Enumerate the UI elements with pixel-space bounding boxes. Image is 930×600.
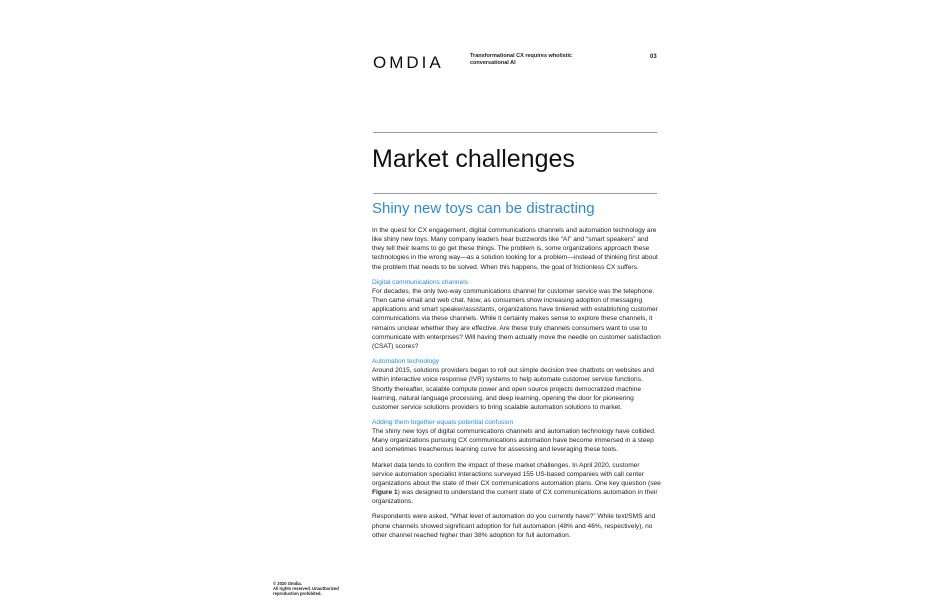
- market-data-text-after: ) was designed to understand the current state of CX communications automation in their organizations.: [372, 489, 658, 506]
- paragraph-respondents: Respondents were asked, “What level of automation do you currently have?” While text/SMS and phone channels showed significant adoption for full automation (48% and 46%, respectively), no other channel reached higher than 38% adoption for full automation.: [372, 513, 656, 539]
- subheading-potential-confusion: Adding them together equals potential confusion: [372, 418, 514, 426]
- body-text: [372, 226, 662, 546]
- copyright-footer: [273, 581, 353, 597]
- divider-top: [373, 132, 657, 133]
- copyright-line: © 2020 Omdia.: [273, 581, 302, 586]
- figure-reference[interactable]: Figure 1: [372, 489, 398, 497]
- subheading-automation-technology: Automation technology: [372, 358, 440, 366]
- paragraph-potential-confusion: The shiny new toys of digital communications channels and automation technology have collided. Many organizations pursuing CX communications automation have become immersed in a steep and sometimes treacherous learning curve for assessing and leveraging these tools.: [372, 428, 656, 454]
- subheading-digital-channels: Digital communications channels: [372, 278, 469, 286]
- page-number: 03: [650, 54, 657, 60]
- divider-middle: [373, 193, 657, 194]
- rights-line: All rights reserved. Unauthorized reproduction prohibited.: [273, 586, 339, 597]
- intro-paragraph: In the quest for CX engagement, digital communications channels and automation technology are like shiny new toys. Many company leaders hear buzzwords like “AI” and “smart speakers” and they tell their teams to go get these things. The problem is, some organizations approach these technologies in the wrong way—as a solution looking for a problem—instead of thinking first about the problem that needs to be solved. When this happens, the goal of frictionless CX suffers.: [372, 227, 658, 271]
- omdia-logo: OMDIA: [373, 53, 444, 72]
- section-subtitle: Shiny new toys can be distracting: [372, 200, 595, 217]
- market-data-text-before: Market data tends to confirm the impact of these market challenges. In April 2020, customer service automation specialist Interactions surveyed 155 US-based companies with call center organizations about the state of their CX communications automation plans. One key question (see: [372, 461, 661, 487]
- paragraph-automation-technology: Around 2015, solutions providers began to roll out simple decision tree chatbots on websites and within interactive voice response (IVR) systems to help automate customer service functions. Shortly thereafter, scalable compute power and open source projects democratized machine learning, natural language processing, and deep learning, opening the door for pioneering customer service solutions providers to bring scalable automation solutions to market.: [372, 367, 654, 411]
- paragraph-digital-channels: For decades, the only two-way communications channel for customer service was the telephone. Then came email and web chat. Now, as consumers show increasing adoption of messaging applications and smart speaker/assistants, organizations have tinkered with establishing customer communications via these channels. While it certainly makes sense to explore these channels, it remains unclear whether they are effective. Are these truly channels consumers want to use to communicate with enterprises? Will having them actually move the needle on customer satisfaction (CSAT) scores?: [372, 287, 661, 350]
- paragraph-market-data: [372, 461, 662, 507]
- page-title: Market challenges: [372, 145, 575, 173]
- running-head: Transformational CX requires wholistic conversational AI: [470, 53, 573, 66]
